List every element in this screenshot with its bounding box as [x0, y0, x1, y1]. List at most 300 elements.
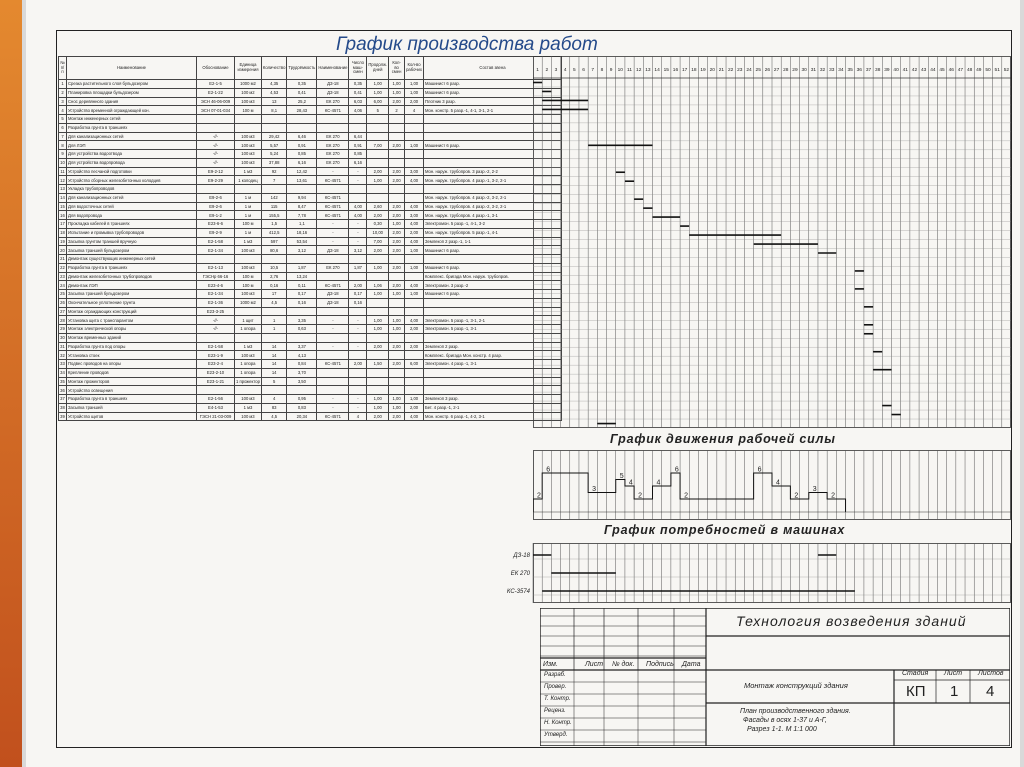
workforce-value-label: 4 — [628, 479, 633, 487]
table-cell-wk — [405, 272, 424, 281]
table-cell-labor: 0,84 — [287, 360, 317, 369]
table-cell-wk: 3,00 — [405, 167, 424, 176]
table-cell-dur — [367, 193, 389, 202]
table-cell-dur: 2,00 — [367, 167, 389, 176]
sheets-label: Листов — [978, 670, 1004, 677]
table-cell-wk: 1,00 — [405, 290, 424, 299]
table-cell-labor: 12,42 — [287, 167, 317, 176]
table-cell-basis — [197, 185, 235, 194]
table-cell-labor — [287, 123, 317, 132]
role-razrab: Разраб. — [544, 672, 566, 678]
table-cell-msh: - — [349, 395, 367, 404]
table-row — [59, 176, 562, 185]
sheet-desc-line2: Фасады в осях 1-37 и А-Г, — [743, 717, 827, 724]
table-cell-qty: 5,57 — [261, 141, 287, 150]
table-cell-qty: 0,16 — [261, 281, 287, 290]
table-cell-sh: 2,00 — [389, 176, 405, 185]
table-cell-sh: 2,00 — [389, 342, 405, 351]
table-cell-dur — [367, 298, 389, 307]
table-row — [59, 298, 562, 307]
table-row — [59, 333, 562, 342]
table-cell-crew: Мон. наруж. трубопров. 4 разр.-2, 3-2, 2-1 — [423, 202, 561, 211]
table-cell-n: 19 — [60, 238, 65, 244]
table-cell-qty: 142 — [261, 193, 287, 202]
table-cell-name: Демонтаж железобетонных трубопроводов — [67, 272, 197, 281]
table-cell-n: 26 — [60, 300, 65, 306]
table-cell-name: Устройство сборных железобетонных колодцев — [67, 176, 197, 185]
machines-chart — [492, 543, 1011, 603]
table-cell-sh: 2,00 — [389, 246, 405, 255]
stage-label: Стадия — [902, 670, 929, 677]
table-cell-wk: 2,00 — [405, 325, 424, 334]
table-cell-dur — [367, 132, 389, 141]
table-cell-n: 36 — [60, 387, 65, 393]
table-cell-name: Монтаж прожекторов — [67, 377, 197, 386]
table-cell-sh: 1,00 — [389, 88, 405, 97]
table-row — [59, 386, 562, 395]
table-cell-basis: ГЭСНр 66-16 — [197, 272, 235, 281]
gantt-day-label: 11 — [627, 68, 633, 73]
table-cell-name: Устройство временной ограждающей кон. — [67, 106, 197, 115]
table-cell-unit: 1 опора — [235, 325, 262, 334]
table-cell-unit: 100 м3 — [235, 97, 262, 106]
table-cell-n: 27 — [60, 308, 65, 314]
table-cell-qty — [261, 185, 287, 194]
table-cell-labor: 1,1 — [287, 220, 317, 229]
table-cell-mach: ДЗ-18 — [317, 290, 349, 299]
table-cell-labor: 0,85 — [287, 150, 317, 159]
table-cell-sh: 1,00 — [389, 220, 405, 229]
table-cell-basis: Е4-1-53 — [197, 403, 235, 412]
col-crew: Состав звена — [423, 57, 561, 80]
gantt-day-label: 44 — [930, 68, 936, 73]
table-cell-sh — [389, 193, 405, 202]
table-cell-labor: 25,2 — [287, 97, 317, 106]
table-cell-basis: Е2-1-13 — [197, 263, 235, 272]
table-cell-basis: Е9-2-29 — [197, 176, 235, 185]
table-cell-unit: 100 м3 — [235, 290, 262, 299]
table-row — [59, 307, 562, 316]
table-cell-unit: 100 м — [235, 220, 262, 229]
table-cell-mach: КС-4571 — [317, 211, 349, 220]
table-row — [59, 351, 562, 360]
table-cell-qty — [261, 123, 287, 132]
gantt-day-label: 42 — [911, 68, 918, 73]
table-cell-qty: 92 — [261, 167, 287, 176]
table-cell-dur: 6,00 — [367, 97, 389, 106]
table-row — [59, 412, 562, 421]
table-cell-mach — [317, 333, 349, 342]
table-cell-labor: 18,16 — [287, 228, 317, 237]
machines-chart-title: График потребностей в машинах — [604, 523, 846, 537]
table-cell-msh — [349, 193, 367, 202]
table-cell-qty: 115 — [261, 202, 287, 211]
table-cell-labor: 0,41 — [287, 88, 317, 97]
table-cell-msh: 6,44 — [349, 132, 367, 141]
table-cell-n: 12 — [60, 177, 65, 183]
sheet-value: 1 — [950, 683, 959, 700]
table-cell-qty: 7 — [261, 176, 287, 185]
table-cell-n: 2 — [59, 88, 67, 97]
table-cell-unit: 100 м3 — [235, 246, 262, 255]
table-cell-dur — [367, 368, 389, 377]
gantt-day-label: 26 — [764, 68, 771, 73]
table-cell-unit: 1 м3 — [235, 342, 262, 351]
machine-label: ДЗ-18 — [513, 553, 530, 559]
gantt-day-label: 23 — [737, 68, 743, 73]
table-cell-sh — [389, 377, 405, 386]
gantt-day-label: 51 — [994, 68, 1000, 73]
table-cell-name: Устройство песчаной подготовки — [67, 167, 197, 176]
gantt-day-label: 48 — [966, 68, 973, 73]
table-cell-unit: 100 м3 — [235, 412, 262, 421]
table-cell-qty: 597 — [261, 237, 287, 246]
gantt-day-label: 45 — [939, 68, 945, 73]
table-cell-msh: - — [349, 228, 367, 237]
gantt-day-label: 17 — [682, 68, 688, 73]
table-cell-wk: 6,00 — [405, 360, 424, 369]
role-tkontr: Т. Контр. — [544, 696, 571, 702]
workforce-value-label: 3 — [812, 486, 817, 493]
table-cell-mach — [317, 307, 349, 316]
table-cell-n: 34 — [60, 370, 65, 376]
table-cell-sh — [389, 298, 405, 307]
table-cell-wk — [405, 386, 424, 395]
table-cell-unit — [235, 333, 262, 342]
table-cell-unit: 100 м — [235, 272, 262, 281]
table-cell-wk — [405, 307, 424, 316]
table-cell-sh — [389, 272, 405, 281]
table-cell-labor: 0,91 — [287, 141, 317, 150]
stage-value: КП — [906, 683, 926, 700]
table-cell-n: 18 — [60, 230, 65, 236]
orange-side-stripe — [0, 0, 22, 767]
gantt-day-label: 27 — [773, 68, 780, 73]
table-cell-crew: Плотник 3 разр. — [423, 97, 561, 106]
table-cell-dur: 1,00 — [367, 325, 389, 334]
table-cell-basis: -//- — [197, 158, 235, 167]
table-row — [59, 246, 562, 255]
table-cell-sh: 2,00 — [389, 360, 405, 369]
gantt-day-label: 7 — [591, 68, 595, 73]
table-cell-msh: - — [349, 403, 367, 412]
table-cell-qty: 4,5 — [261, 412, 287, 421]
table-cell-msh: 0,16 — [349, 298, 367, 307]
table-row — [59, 403, 562, 412]
table-cell-basis: Е23-2-10 — [197, 368, 235, 377]
table-cell-n: 3 — [59, 97, 67, 106]
table-cell-labor: 13,61 — [287, 176, 317, 185]
workforce-value-label: 6 — [674, 466, 679, 474]
machine-label: ЕК 270 — [510, 571, 530, 577]
table-row — [59, 88, 562, 97]
title-block — [540, 608, 1010, 746]
gantt-day-label: 10 — [617, 68, 623, 73]
table-cell-crew: Электромон. 5 разр.-1, 3-1 — [423, 325, 561, 334]
table-cell-mach — [317, 351, 349, 360]
table-cell-wk: 3,00 — [405, 211, 424, 220]
table-cell-dur: 1,00 — [367, 395, 389, 404]
table-cell-wk — [405, 255, 424, 264]
table-cell-qty: 37,88 — [261, 158, 287, 167]
table-cell-sh — [389, 351, 405, 360]
table-cell-n: 20 — [60, 247, 65, 253]
gantt-day-label: 40 — [893, 68, 899, 73]
table-cell-dur — [367, 115, 389, 124]
table-cell-crew: Мон. наруж. трубопров. 3 разр.-2, 2-2 — [423, 167, 561, 176]
table-cell-sh — [389, 386, 405, 395]
table-cell-labor: 0,95 — [287, 395, 317, 404]
table-cell-wk — [405, 377, 424, 386]
table-cell-dur: 5 — [367, 106, 389, 115]
table-cell-name: Крепление проводов — [67, 368, 197, 377]
table-cell-name: Снос деревянного здания — [67, 97, 197, 106]
table-row — [59, 255, 562, 264]
table-cell-labor: 0,17 — [287, 290, 317, 299]
table-row — [59, 360, 562, 369]
table-cell-wk: 4,00 — [405, 281, 424, 290]
project-title: Технология возведения зданий — [736, 613, 967, 629]
table-cell-crew: Мон. наруж. трубопров. 4 разр.-2, 3-2, 2-1 — [423, 193, 561, 202]
table-cell-mach: - — [317, 167, 349, 176]
table-cell-dur: 2,00 — [367, 412, 389, 421]
table-cell-crew: Бет. 4 разр.-1, 2-1 — [423, 403, 561, 412]
table-cell-unit — [235, 115, 262, 124]
table-cell-basis: Е23-1-21 — [197, 377, 235, 386]
table-cell-msh — [349, 185, 367, 194]
table-cell-n: 37 — [60, 396, 65, 402]
table-cell-msh: - — [349, 325, 367, 334]
table-row — [59, 141, 562, 150]
table-cell-basis: Е2-1-34 — [197, 246, 235, 255]
table-cell-n: 33 — [60, 361, 65, 367]
table-cell-basis — [197, 115, 235, 124]
table-cell-qty: 14 — [261, 368, 287, 377]
table-cell-sh — [389, 255, 405, 264]
table-cell-crew: Мон. констр. 6 разр.-1, 4-2, 3-1 — [423, 412, 561, 421]
table-cell-dur — [367, 351, 389, 360]
table-cell-labor: 7,78 — [287, 211, 317, 220]
table-cell-dur — [367, 255, 389, 264]
table-cell-name: Засыпка грунтом траншей вручную — [67, 237, 197, 246]
gantt-day-label: 38 — [875, 68, 881, 73]
gantt-day-label: 43 — [921, 68, 927, 73]
table-cell-dur — [367, 333, 389, 342]
table-cell-mach — [317, 255, 349, 264]
table-cell-sh — [389, 150, 405, 159]
table-cell-basis: ЭСН 07-01-034 — [197, 106, 235, 115]
table-cell-basis: Е2-1-36 — [197, 298, 235, 307]
table-cell-mach: ЕК 270 — [317, 263, 349, 272]
table-cell-dur — [367, 123, 389, 132]
gantt-day-label: 8 — [600, 68, 604, 73]
section-name: Монтаж конструкций здания — [744, 681, 848, 690]
table-cell-unit: 1 м — [235, 228, 262, 237]
table-cell-crew: Землекоп 3 разр. — [423, 395, 561, 404]
table-cell-dur: 7,00 — [367, 237, 389, 246]
table-cell-dur — [367, 150, 389, 159]
gantt-day-label: 15 — [663, 68, 669, 73]
table-cell-name: Для устройства водопровода — [67, 158, 197, 167]
table-cell-mach: ДЗ-18 — [317, 246, 349, 255]
table-cell-n: 24 — [60, 282, 65, 288]
table-cell-qty: 2,76 — [261, 272, 287, 281]
table-cell-basis: Е2-1-22 — [197, 88, 235, 97]
table-cell-wk: 1,00 — [405, 395, 424, 404]
table-cell-unit: 1 опора — [235, 360, 262, 369]
table-row — [59, 202, 562, 211]
gantt-day-label: 21 — [718, 68, 725, 73]
table-cell-crew: Землекоп 2 разр. — [423, 342, 561, 351]
table-cell-wk: 1,00 — [405, 80, 424, 89]
table-cell-unit: 100 м3 — [235, 263, 262, 272]
table-cell-crew: Мон. наруж. трубопров. 4 разр.-1, 3-2, 2-1 — [423, 176, 561, 185]
table-cell-dur — [367, 377, 389, 386]
table-cell-mach: ЕК 270 — [317, 132, 349, 141]
table-cell-mach — [317, 272, 349, 281]
table-cell-unit: 1 м — [235, 193, 262, 202]
workforce-chart-title: График движения рабочей силы — [610, 432, 836, 446]
table-cell-msh — [349, 333, 367, 342]
table-cell-qty: 1 — [261, 325, 287, 334]
table-row — [59, 115, 562, 124]
gantt-day-label: 52 — [1003, 68, 1010, 73]
gantt-day-label: 14 — [654, 68, 660, 73]
table-cell-mach — [317, 377, 349, 386]
gantt-day-label: 29 — [792, 68, 798, 73]
gantt-day-label: 41 — [902, 68, 908, 73]
table-cell-basis: Е2-1-58 — [197, 342, 235, 351]
table-cell-basis: Е2-1-5 — [197, 80, 235, 89]
table-cell-n: 35 — [60, 378, 65, 384]
table-cell-sh: 2,00 — [389, 281, 405, 290]
table-cell-basis: Е2-1-58 — [197, 237, 235, 246]
table-cell-sh: 1,00 — [389, 316, 405, 325]
table-cell-labor: 3,35 — [287, 316, 317, 325]
gantt-day-label: 25 — [755, 68, 761, 73]
table-cell-wk — [405, 158, 424, 167]
table-cell-n: 31 — [60, 343, 65, 349]
sheets-value: 4 — [986, 683, 995, 700]
gantt-day-label: 2 — [545, 68, 549, 73]
role-utverd: Утверд. — [544, 732, 568, 738]
table-row — [59, 150, 562, 159]
table-cell-qty: 17 — [261, 290, 287, 299]
table-cell-labor: 8,47 — [287, 202, 317, 211]
table-cell-labor — [287, 307, 317, 316]
gantt-day-label: 19 — [700, 68, 706, 73]
table-cell-qty — [261, 255, 287, 264]
table-cell-n: 28 — [60, 317, 65, 323]
table-cell-sh: 2,00 — [389, 202, 405, 211]
gantt-day-label: 30 — [801, 68, 807, 73]
role-nkontr: Н. Контр. — [544, 720, 572, 726]
gantt-day-label: 13 — [645, 68, 651, 73]
workforce-value-label: 2 — [794, 492, 799, 500]
table-cell-name: Укладка трубопроводов — [67, 185, 197, 194]
table-cell-mach: ДЗ-18 — [317, 298, 349, 307]
gantt-chart — [533, 56, 1011, 428]
table-cell-basis — [197, 255, 235, 264]
table-cell-sh: 1,00 — [389, 403, 405, 412]
table-cell-n: 14 — [60, 195, 65, 201]
table-cell-labor — [287, 386, 317, 395]
table-cell-basis: -//- — [197, 325, 235, 334]
table-cell-crew: Электромон. 5 разр.-1, 4-1, 3-2 — [423, 220, 561, 229]
table-cell-unit: 1 щит — [235, 316, 262, 325]
table-cell-wk: 4,00 — [405, 176, 424, 185]
table-cell-name: Подвес проводов на опоры — [67, 360, 197, 369]
table-cell-dur: 1,00 — [367, 263, 389, 272]
table-cell-unit: 1 м3 — [235, 237, 262, 246]
workforce-value-label: 6 — [546, 466, 551, 474]
table-cell-labor: 0,11 — [287, 281, 317, 290]
gantt-day-label: 46 — [948, 68, 954, 73]
table-row — [59, 377, 562, 386]
table-cell-dur — [367, 185, 389, 194]
table-cell-unit — [235, 255, 262, 264]
table-cell-msh: - — [349, 237, 367, 246]
table-cell-msh — [349, 123, 367, 132]
table-cell-name: Монтаж инженерных сетей — [67, 115, 197, 124]
table-cell-wk — [405, 123, 424, 132]
table-cell-sh: 2,00 — [389, 237, 405, 246]
table-cell-n: 8 — [59, 141, 67, 150]
col-workers: Кол-во рабочих — [405, 57, 424, 80]
col-name: Наименование — [67, 57, 197, 80]
table-cell-msh: 1,87 — [349, 263, 367, 272]
table-cell-sh: 2,00 — [389, 211, 405, 220]
table-cell-msh — [349, 386, 367, 395]
table-cell-name: Испытание и промывка трубопроводов — [67, 228, 197, 237]
table-cell-wk — [405, 115, 424, 124]
table-cell-qty: 8,1 — [261, 106, 287, 115]
table-row — [59, 395, 562, 404]
table-cell-n: 25 — [60, 291, 65, 297]
table-cell-name: Для канализационных сетей — [67, 193, 197, 202]
table-cell-msh: - — [349, 316, 367, 325]
table-row — [59, 167, 562, 176]
table-cell-labor: 13,24 — [287, 272, 317, 281]
table-cell-sh — [389, 123, 405, 132]
gantt-day-label: 6 — [582, 68, 585, 73]
table-cell-sh — [389, 368, 405, 377]
table-row — [59, 220, 562, 229]
table-cell-labor — [287, 333, 317, 342]
page-title: График производства работ — [336, 34, 598, 55]
sheet-desc-line3: Разрез 1-1. М 1:1 000 — [747, 726, 817, 733]
table-cell-n: 1 — [59, 80, 67, 89]
table-row — [59, 193, 562, 202]
table-cell-msh — [349, 272, 367, 281]
table-cell-unit: 100 м3 — [235, 158, 262, 167]
table-cell-wk: 1,00 — [405, 263, 424, 272]
table-row — [59, 316, 562, 325]
table-cell-dur: 1,00 — [367, 80, 389, 89]
table-cell-n: 17 — [60, 221, 65, 227]
gantt-day-label: 39 — [884, 68, 890, 73]
workforce-value-label: 2 — [638, 492, 643, 500]
table-cell-qty — [261, 307, 287, 316]
table-cell-qty: 412,5 — [261, 228, 287, 237]
table-cell-msh: 0,41 — [349, 88, 367, 97]
table-cell-labor: 4,13 — [287, 351, 317, 360]
table-cell-msh: - — [349, 176, 367, 185]
table-cell-dur — [367, 158, 389, 167]
table-cell-name: Устройство щитов — [67, 412, 197, 421]
table-cell-crew: Мон. наруж. трубопров. 5 разр.-1, 4-1 — [423, 228, 561, 237]
table-cell-labor — [287, 185, 317, 194]
